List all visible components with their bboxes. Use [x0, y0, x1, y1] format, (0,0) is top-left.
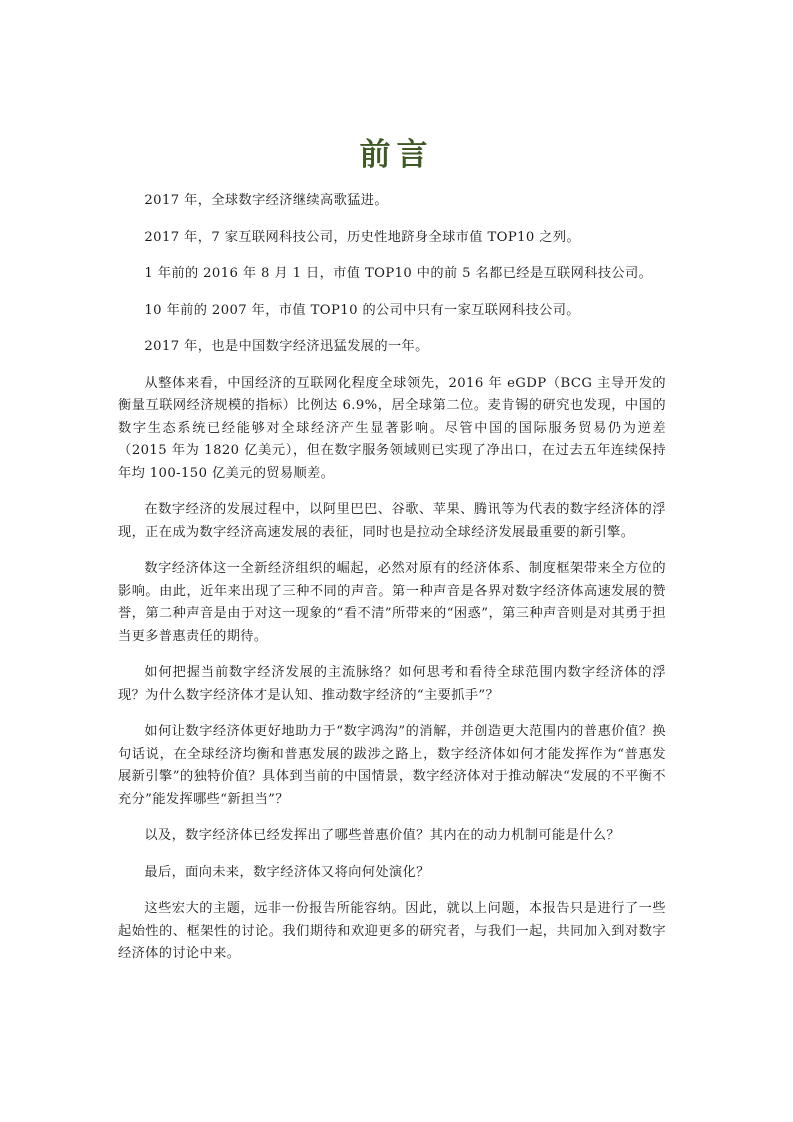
paragraph-9: 如何把握当前数字经济发展的主流脉络？如何思考和看待全球范围内数字经济体的浮现？为什么数字经济体才是认知、推动数字经济的“主要抓手”？: [118, 665, 666, 703]
paragraph-8: 数字经济体这一全新经济组织的崛起，必然对原有的经济体系、制度框架带来全方位的影响。由此，近年来出现了三种不同的声音。第一种声音是各界对数字经济体高速发展的赞誉，第二种声音是由于对这一现象的“看不清”所带来的“困惑”，第三种声音则是对其勇于担当更多普惠责任的期待。: [118, 561, 666, 644]
paragraph-12: 最后，面向未来，数字经济体又将向何处演化？: [144, 864, 430, 880]
paragraph-2: 2017 年，7 家互联网科技公司，历史性地跻身全球市值 TOP10 之列。: [144, 229, 581, 245]
paragraph-5: 2017 年，也是中国数字经济迅猛发展的一年。: [144, 339, 429, 354]
page-title: 前言: [359, 136, 434, 173]
paragraph-10: 如何让数字经济体更好地助力于“数字鸿沟”的消解，并创造更大范围内的普惠价值？换句话说，在全球经济均衡和普惠发展的跋涉之路上，数字经济体如何才能发挥作为“普惠发展新引擎”的独特价值？具体到当前的中国情景，数字经济体对于推动解决“发展的不平衡不充分”能发挥哪些“新担当”？: [118, 724, 666, 807]
paragraph-7: 在数字经济的发展过程中，以阿里巴巴、谷歌、苹果、腾讯等为代表的数字经济体的浮现，正在成为数字经济高速发展的表征，同时也是拉动全球经济发展最重要的新引擎。: [118, 502, 666, 540]
paragraph-4: 10 年前的 2007 年，市值 TOP10 的公司中只有一家互联网科技公司。: [144, 302, 580, 318]
paragraph-1: 2017 年，全球数字经济继续高歌猛进。: [144, 193, 388, 208]
document-body: [118, 190, 666, 980]
paragraph-11: 以及，数字经济体已经发挥出了哪些普惠价值？其内在的动力机制可能是什么？: [144, 828, 620, 843]
paragraph-3: 1 年前的 2016 年 8 月 1 日，市值 TOP10 中的前 5 名都已经是互联网科技公司。: [144, 266, 653, 281]
paragraph-6: 从整体来看，中国经济的互联网化程度全球领先，2016 年 eGDP（BCG 主导开发的衡量互联网经济规模的指标）比例达 6.9%，居全球第二位。麦肯锡的研究也发现，中国的数字生态系统已经能够对全球经济产生显著影响。尽管中国的国际服务贸易仍为逆差（2015 年为 1820 亿美元），但在数字服务领域则已实现了净出口，在过去五年连续保持年均 100-150 亿美元的贸易顺差。: [118, 375, 666, 481]
paragraph-13: 这些宏大的主题，远非一份报告所能容纳。因此，就以上问题，本报告只是进行了一些起始性的、框架性的讨论。我们期待和欢迎更多的研究者，与我们一起，共同加入到对数字经济体的讨论中来。: [118, 901, 666, 961]
